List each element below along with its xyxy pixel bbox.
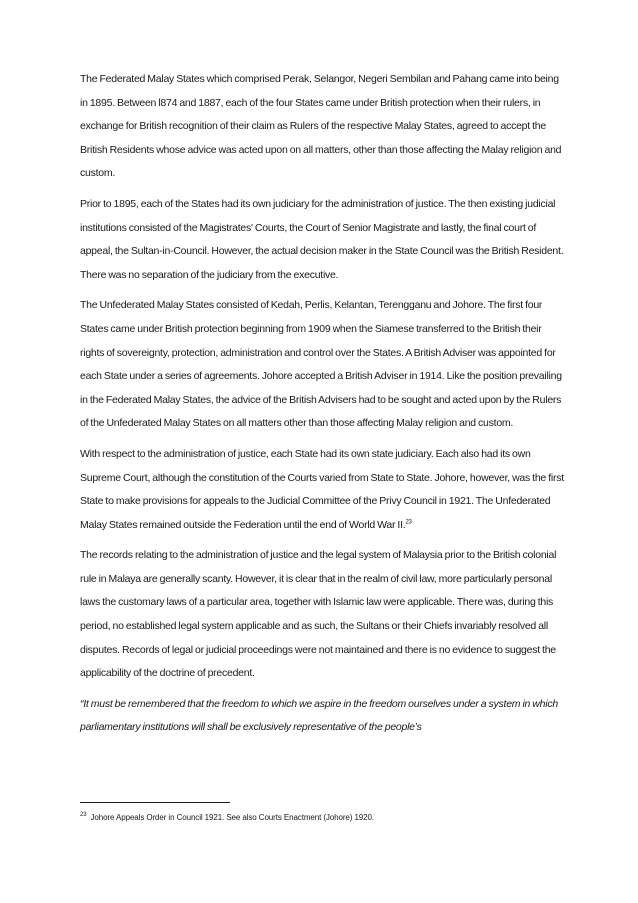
paragraph-text: With respect to the administration of justice, each State had its own state judiciary. Each also had its own Supreme Court, although the constitution of the Courts varied from State to State. Johore, however, was the first State to make provisions for appeals to the Judicial Committee of the Privy Council in 1921. The Unfederated Malay States remained outside the Federation until the end of World War II.	[80, 447, 564, 531]
paragraph-administration-justice	[80, 443, 564, 537]
paragraph-records: The records relating to the administration of justice and the legal system of Malaysia prior to the British colonial rule in Malaya are generally scanty. However, it is clear that in the realm of civil law, more particularly personal laws the customary laws of a particular area, together with Islamic law were applicable. There was, during this period, no established legal system applicable and as such, the Sultans or their Chiefs invariably resolved all disputes. Records of legal or judicial proceedings were not maintained and there is no evidence to suggest the applicability of the doctrine of precedent.	[80, 549, 557, 680]
paragraph-unfederated-states: The Unfederated Malay States consisted of Kedah, Perlis, Kelantan, Terengganu and Johore. The first four States came under British protection beginning from 1909 when the Siamese transferred to the British their rights of sovereignty, protection, administration and control over the States. A British Adviser was appointed for each State under a series of agreements. Johore accepted a British Adviser in 1914. Like the position prevailing in the Federated Malay States, the advice of the British Advisers had to be sought and acted upon by the Rulers of the Unfederated Malay States on all matters other than those affecting Malay religion and custom.	[80, 299, 562, 430]
footnote-separator	[80, 802, 230, 803]
footnote-number: 23	[80, 812, 87, 819]
quote-paragraph: “It must be remembered that the freedom to which we aspire in the freedom ourselves under a system in which parliamentary institutions will shall be exclusively representative of the people’s	[80, 697, 558, 734]
footnote	[80, 812, 564, 824]
body-text	[80, 68, 564, 747]
paragraph-federated-states: The Federated Malay States which comprised Perak, Selangor, Negeri Sembilan and Pahang came into being in 1895. Between l874 and 1887, each of the four States came under British protection when their rulers, in exchange for British recognition of their claim as Rulers of the respective Malay States, agreed to accept the British Residents whose advice was acted upon on all matters, other than those affecting the Malay religion and custom.	[80, 73, 562, 180]
paragraph-prior-1895: Prior to 1895, each of the States had its own judiciary for the administration of justice. The then existing judicial institutions consisted of the Magistrates' Courts, the Court of Senior Magistrate and lastly, the final court of appeal, the Sultan-in-Council. However, the actual decision maker in the State Council was the British Resident. There was no separation of the judiciary from the executive.	[80, 197, 564, 281]
footnote-reference[interactable]: 23	[405, 519, 412, 526]
footnote-text: Johore Appeals Order in Council 1921. See also Courts Enactment (Johore) 1920.	[90, 813, 374, 822]
